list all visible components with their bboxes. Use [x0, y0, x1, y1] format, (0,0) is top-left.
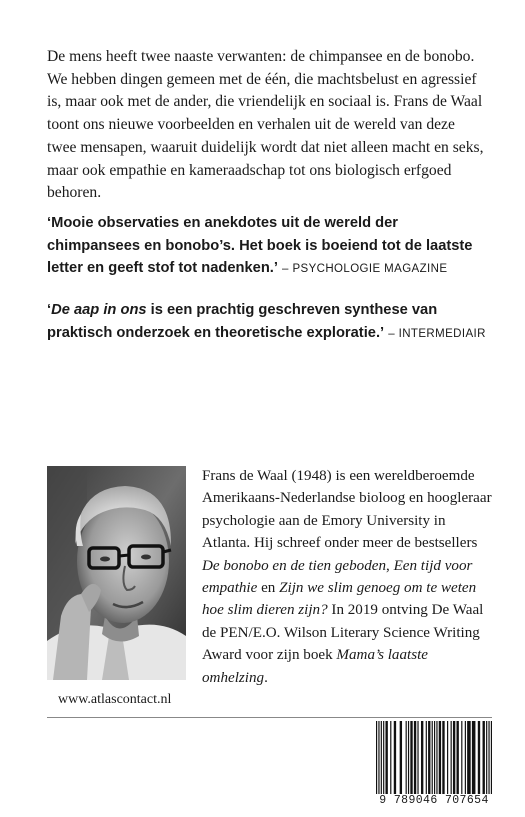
review-source: – PSYCHOLOGIE MAGAZINE — [282, 263, 448, 275]
barcode-bar — [381, 721, 382, 795]
barcode-bar — [428, 721, 430, 795]
barcode-bar — [417, 721, 418, 795]
barcode-bar — [434, 721, 435, 795]
barcode-bar — [447, 721, 448, 795]
author-portrait-photo — [47, 466, 186, 680]
review-quote-text: ‘Mooie observaties en anekdotes uit de wereld der chimpansees en bonobo’s. Het boek is boeiend tot de laatste letter en geeft stof tot nadenken.’ — [47, 215, 473, 276]
barcode-bar — [400, 721, 402, 795]
barcode-bar — [390, 721, 391, 795]
book-title: De aap in ons — [51, 302, 147, 318]
book-title: Mama’s laatste omhelzing — [202, 647, 428, 686]
review-quote-text: ‘De aap in ons is een prachtig geschreven synthese van praktisch onderzoek en theoretische exploratie.’ — [47, 302, 438, 341]
back-cover-blurb: De mens heeft twee naaste verwanten: de chimpansee en de bonobo. We hebben dingen gemeen met de één, die machtsbelust en agressief is, maar ook met de ander, die vriendelijk en sociaal is. Frans de Waal toont ons nieuwe voorbeelden en verhalen uit de wereld van deze twee mensapen, waaruit duidelijk wordt dat niet alleen macht en seks, maar ook empathie en kameraadschap tot ons biologisch erfgoed behoren. — [47, 48, 484, 202]
isbn-number: 9 789046 707654 — [371, 794, 497, 807]
barcode-bar — [406, 721, 407, 795]
barcode-bar — [394, 721, 396, 795]
barcode-bar — [426, 721, 427, 795]
barcode-bar — [408, 721, 409, 795]
barcode-bar — [376, 721, 377, 795]
book-title: Een tijd voor empathie — [202, 557, 473, 597]
barcode-bar — [472, 721, 476, 795]
barcode-bar — [436, 721, 437, 795]
barcode-bar — [385, 721, 387, 795]
author-biography: Frans de Waal (1948) is een wereldberoemde Amerikaans-Nederlandse bioloog en hoogleraar psychologie aan de Emory University in Atlanta. Hij schreef onder meer de bestsellers De bonobo en de tien geboden, Een tijd voor empathie en Zijn we slim genoeg om te weten hoe slim dieren zijn? In 2019 ontving De Waal de PEN/E.O. Wilson Literary Science Writing Award voor zijn boek Mama’s laatste omhelzing. — [202, 468, 492, 686]
isbn-barcode — [371, 719, 497, 809]
barcode-bar — [432, 721, 433, 795]
barcode-bar — [467, 721, 471, 795]
barcode-bar — [478, 721, 480, 795]
barcode-bar — [439, 721, 441, 795]
barcode-bar — [465, 721, 466, 795]
barcode-bar — [488, 721, 489, 795]
barcode-bar — [410, 721, 412, 795]
barcode-bar — [451, 721, 452, 795]
review-quote-psychologie-magazine — [47, 212, 492, 281]
review-quote-intermediair — [47, 299, 492, 345]
review-source: – INTERMEDIAIR — [388, 327, 486, 340]
barcode-bar — [491, 721, 492, 795]
barcode-bar — [461, 721, 462, 795]
barcode-bar — [483, 721, 485, 795]
barcode-bar — [486, 721, 487, 795]
publisher-website: www.atlascontact.nl — [58, 692, 172, 707]
barcode-bar — [383, 721, 384, 795]
barcode-bar — [456, 721, 458, 795]
barcode-bar — [414, 721, 416, 795]
barcode-bar — [378, 721, 379, 795]
barcode-bar — [442, 721, 444, 795]
divider-rule — [47, 717, 492, 718]
barcode-bar — [453, 721, 455, 795]
barcode-bar — [421, 721, 423, 795]
book-title: De bonobo en de tien geboden — [202, 557, 387, 574]
book-title: Zijn we slim genoeg om te weten hoe slim dieren zijn? — [202, 580, 477, 619]
